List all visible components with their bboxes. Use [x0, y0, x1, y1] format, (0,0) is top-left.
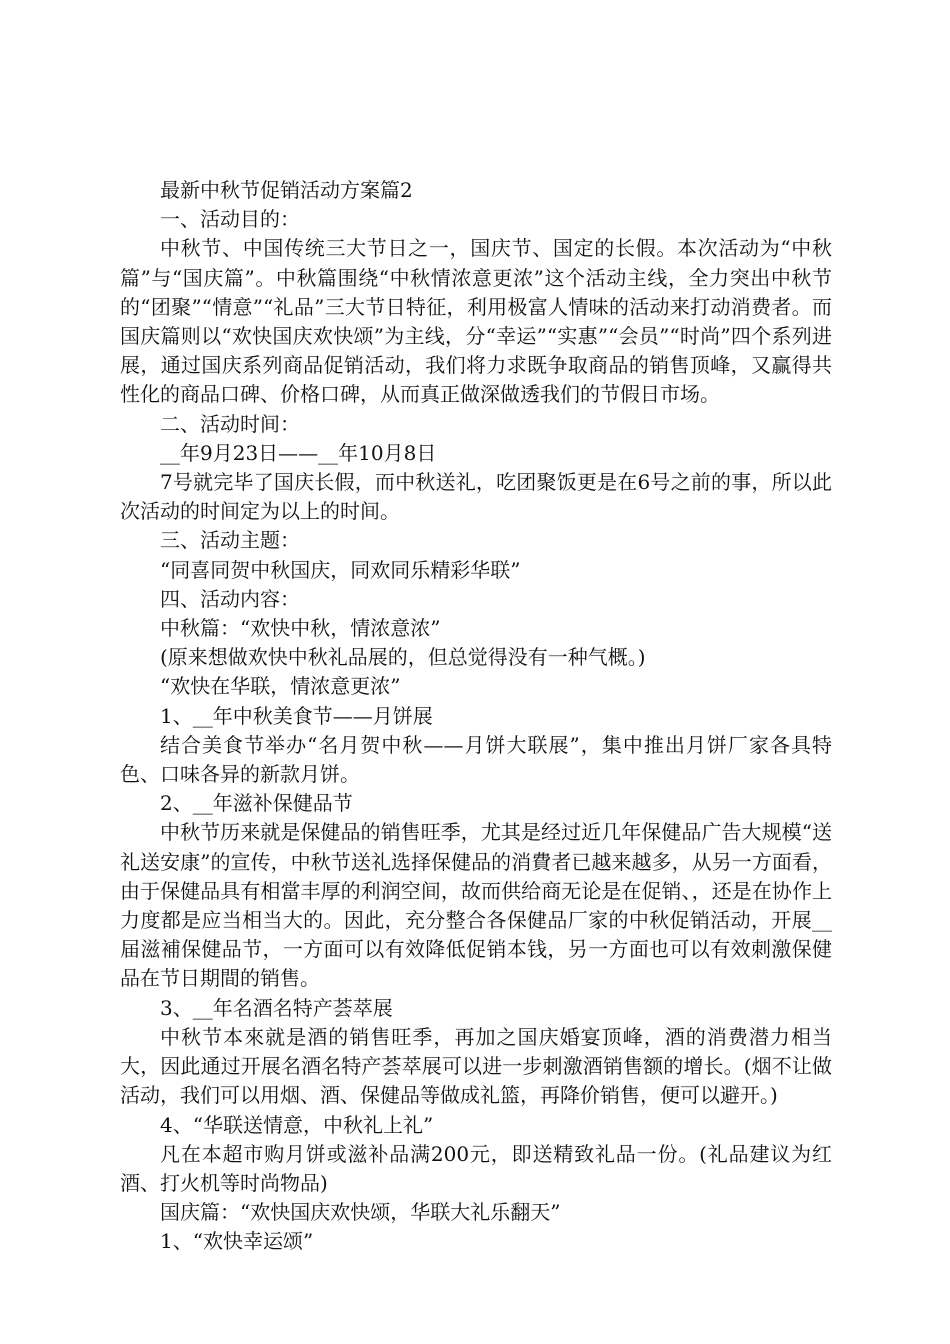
- paragraph: 中秋篇：“欢快中秋，情浓意浓”: [160, 616, 441, 641]
- paragraph: 国庆篇：“欢快国庆欢快颂，华联大礼乐翻天”: [160, 1200, 561, 1225]
- list-item-heading: 1、__年中秋美食节——月饼展: [160, 703, 433, 728]
- paragraph: 中秋节、中国传统三大节日之一，国庆节、国定的长假。本次活动为“中秋篇”与“国庆篇”。中秋篇围绕“中秋情浓意更浓”这个活动主线，全力突出中秋节的“团聚”“情意”“礼品”三大节日特征，利用极富人情味的活动来打动消费者。而国庆篇则以“欢快国庆欢快颂”为主线，分“幸运”“实惠”“会员”“时尚”四个系列进展，通过国庆系列商品促销活动，我们将力求既争取商品的销售顶峰，又赢得共性化的商品口碑、价格口碑，从而真正做深做透我们的节假日市场。: [120, 236, 832, 407]
- paragraph: __年9月23日——__年10月8日: [160, 440, 437, 465]
- section-heading: 一、活动目的：: [160, 207, 300, 232]
- list-item-heading: 4、“华联送情意，中秋礼上礼”: [160, 1112, 434, 1137]
- document-title: 最新中秋节促销活动方案篇2: [160, 178, 413, 202]
- list-item-heading: 1、“欢快幸运颂”: [160, 1229, 314, 1254]
- paragraph: 中秋节本來就是酒的销售旺季，再加之国庆婚宴顶峰，酒的消费潜力相当大，因此通过开展名酒名特产荟萃展可以进一步刺激酒销售额的增长。(烟不让做活动，我们可以用烟、酒、保健品等做成礼篮，再降价销售，便可以避开。): [120, 1024, 832, 1108]
- paragraph: 凡在本超市购月饼或滋补品满200元，即送精致礼品一份。(礼品建议为红酒、打火机等时尚物品): [120, 1141, 832, 1195]
- paragraph: 结合美食节举办“名月贺中秋——月饼大联展”，集中推出月饼厂家各具特色、口味各异的新款月饼。: [120, 732, 832, 787]
- paragraph: (原来想做欢快中秋礼品展的，但总觉得没有一种气概。): [160, 645, 646, 670]
- paragraph: “同喜同贺中秋国庆，同欢同乐精彩华联”: [160, 557, 521, 582]
- document-body: [120, 176, 832, 1257]
- section-heading: 三、活动主题：: [160, 528, 300, 553]
- list-item-heading: 2、__年滋补保健品节: [160, 791, 353, 816]
- paragraph: 中秋节历来就是保健品的销售旺季，尤其是经过近几年保健品广告大规模“送礼送安康”的宣传，中秋节送礼选择保健品的消費者已越来越多，从另一方面看，由于保健品具有相當丰厚的利润空间，故而供给商无论是在促销、，还是在协作上力度都是应当相当大的。因此，充分整合各保健品厂家的中秋促销活动，开展__届滋補保健品节，一方面可以有效降低促销本钱，另一方面也可以有效刺激保健品在节日期間的销售。: [120, 820, 832, 991]
- paragraph: 7号就完毕了国庆长假，而中秋送礼，吃团聚饭更是在6号之前的事，所以此次活动的时间定为以上的时间。: [120, 470, 832, 524]
- section-heading: 二、活动时间：: [160, 411, 300, 436]
- list-item-heading: 3、__年名酒名特产荟萃展: [160, 995, 393, 1020]
- section-heading: 四、活动内容：: [160, 586, 300, 611]
- paragraph: “欢快在华联，情浓意更浓”: [160, 674, 401, 699]
